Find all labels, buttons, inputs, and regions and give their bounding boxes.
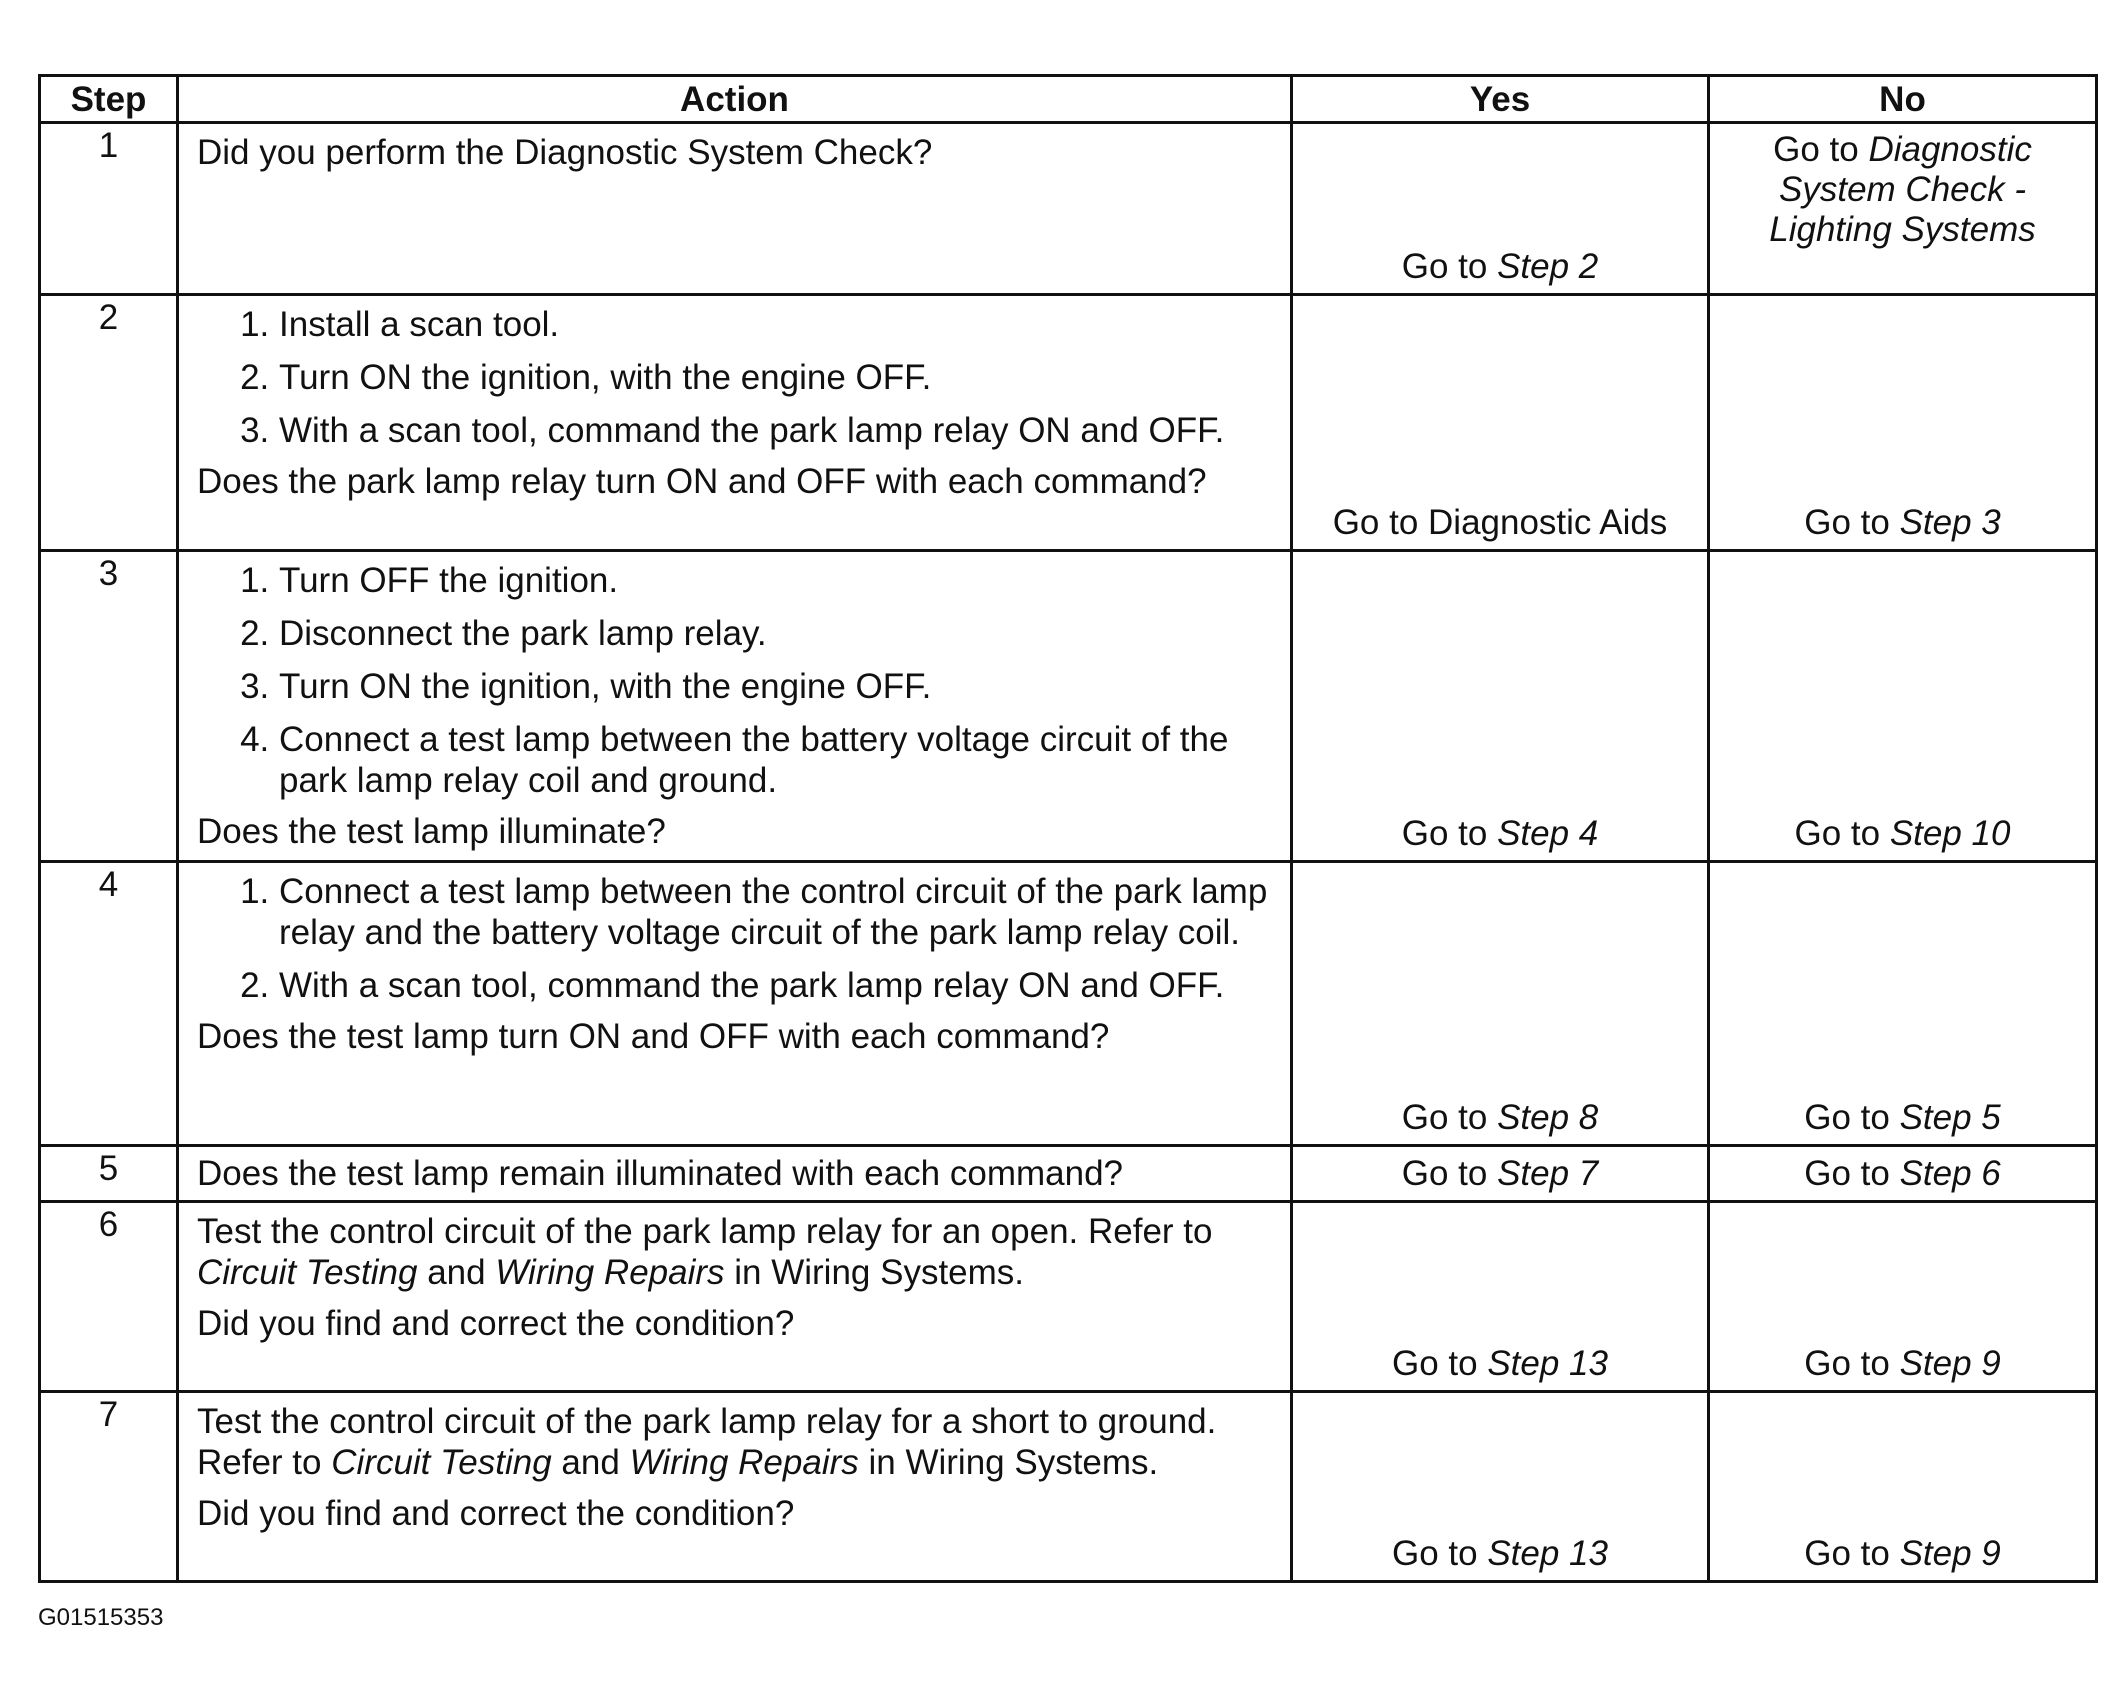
no-target: Diagnostic System Check - Lighting Systems: [1769, 130, 2036, 249]
no-cell: [1709, 1146, 2097, 1202]
yes-prefix: Go to: [1401, 247, 1498, 286]
yes-prefix: Go to: [1401, 1154, 1498, 1193]
table-row: [40, 1392, 2097, 1582]
header-no: No: [1709, 76, 2097, 123]
no-target: Step 9: [1899, 1534, 2001, 1573]
action-cell: [178, 1202, 1292, 1392]
header-action: Action: [178, 76, 1292, 123]
no-prefix: Go to: [1804, 503, 1900, 542]
table-row: [40, 295, 2097, 551]
no-cell: [1709, 123, 2097, 295]
table-row: [40, 551, 2097, 862]
no-target: Step 3: [1899, 503, 2001, 542]
no-prefix: Go to: [1804, 1344, 1900, 1383]
no-target: Step 6: [1899, 1154, 2001, 1193]
yes-target: Step 4: [1497, 814, 1599, 853]
no-cell: [1709, 1202, 2097, 1392]
yes-target: Step 2: [1497, 247, 1599, 286]
instruction-list: [197, 560, 1276, 801]
no-prefix: Go to: [1804, 1098, 1900, 1137]
header-step: Step: [40, 76, 178, 123]
list-item: 1. Install a scan tool.: [240, 305, 560, 344]
action-cell: [178, 295, 1292, 551]
action-paragraph: Test the control circuit of the park lamp relay for an open. Refer to Circuit Testing and Wiring Repairs in Wiring Systems.: [197, 1212, 1213, 1292]
step-number: 6: [40, 1202, 178, 1392]
no-prefix: Go to: [1794, 814, 1890, 853]
list-item: 1. Turn OFF the ignition.: [240, 561, 619, 600]
step-number: 7: [40, 1392, 178, 1582]
no-cell: [1709, 551, 2097, 862]
yes-prefix: Go to: [1392, 1534, 1488, 1573]
action-question: Did you perform the Diagnostic System Check?: [197, 133, 933, 172]
figure-id: G01515353: [38, 1604, 164, 1631]
yes-cell: [1292, 1146, 1709, 1202]
no-prefix: Go to: [1804, 1154, 1900, 1193]
action-cell: [178, 862, 1292, 1146]
step-number: 2: [40, 295, 178, 551]
table-row: [40, 1202, 2097, 1392]
action-question: Does the test lamp illuminate?: [197, 812, 666, 851]
no-target: Step 5: [1899, 1098, 2001, 1137]
list-item: 1. Connect a test lamp between the control circuit of the park lamp relay and the battery voltage circuit of the park lamp relay coil.: [240, 872, 1268, 952]
table-row: [40, 862, 2097, 1146]
yes-target: Step 8: [1497, 1098, 1599, 1137]
header-row: [40, 76, 2097, 123]
list-item: 3. Turn ON the ignition, with the engine OFF.: [240, 667, 932, 706]
step-number: 1: [40, 123, 178, 295]
no-target: Step 10: [1889, 814, 2011, 853]
yes-prefix: Go to: [1401, 1098, 1498, 1137]
no-prefix: Go to: [1804, 1534, 1900, 1573]
action-paragraph: Test the control circuit of the park lamp relay for a short to ground. Refer to Circuit Testing and Wiring Repairs in Wiring Systems.: [197, 1402, 1217, 1482]
yes-cell: [1292, 1392, 1709, 1582]
action-question: Does the test lamp remain illuminated with each command?: [197, 1154, 1123, 1193]
list-item: 2. Turn ON the ignition, with the engine OFF.: [240, 358, 932, 397]
instruction-list: [197, 871, 1276, 1006]
no-cell: [1709, 295, 2097, 551]
step-number: 3: [40, 551, 178, 862]
header-yes: Yes: [1292, 76, 1709, 123]
yes-prefix: Go to: [1401, 814, 1498, 853]
step-number: 5: [40, 1146, 178, 1202]
action-question: Does the test lamp turn ON and OFF with each command?: [197, 1017, 1110, 1056]
no-cell: [1709, 1392, 2097, 1582]
instruction-list: [197, 304, 1276, 451]
list-item: 4. Connect a test lamp between the battery voltage circuit of the park lamp relay coil and ground.: [240, 720, 1229, 800]
yes-cell: [1292, 551, 1709, 862]
yes-cell: [1292, 1202, 1709, 1392]
yes-cell: [1292, 862, 1709, 1146]
table-row: [40, 1146, 2097, 1202]
yes-target: Step 13: [1487, 1534, 1608, 1573]
diagnostic-table: [38, 74, 2098, 1583]
action-question: Did you find and correct the condition?: [197, 1304, 795, 1343]
no-cell: [1709, 862, 2097, 1146]
action-cell: [178, 123, 1292, 295]
yes-target: Step 13: [1487, 1344, 1608, 1383]
list-item: 3. With a scan tool, command the park lamp relay ON and OFF.: [240, 411, 1225, 450]
action-cell: [178, 1146, 1292, 1202]
yes-prefix: Go to: [1392, 1344, 1488, 1383]
yes-target: Step 7: [1497, 1154, 1599, 1193]
list-item: 2. With a scan tool, command the park lamp relay ON and OFF.: [240, 966, 1225, 1005]
action-cell: [178, 551, 1292, 862]
yes-prefix: Go to Diagnostic Aids: [1332, 503, 1668, 542]
yes-cell: [1292, 295, 1709, 551]
no-target: Step 9: [1899, 1344, 2001, 1383]
step-number: 4: [40, 862, 178, 1146]
list-item: 2. Disconnect the park lamp relay.: [240, 614, 767, 653]
table-row: [40, 123, 2097, 295]
action-cell: [178, 1392, 1292, 1582]
action-question: Does the park lamp relay turn ON and OFF with each command?: [197, 462, 1207, 501]
action-question: Did you find and correct the condition?: [197, 1494, 795, 1533]
yes-cell: [1292, 123, 1709, 295]
no-prefix: Go to: [1773, 130, 1869, 169]
